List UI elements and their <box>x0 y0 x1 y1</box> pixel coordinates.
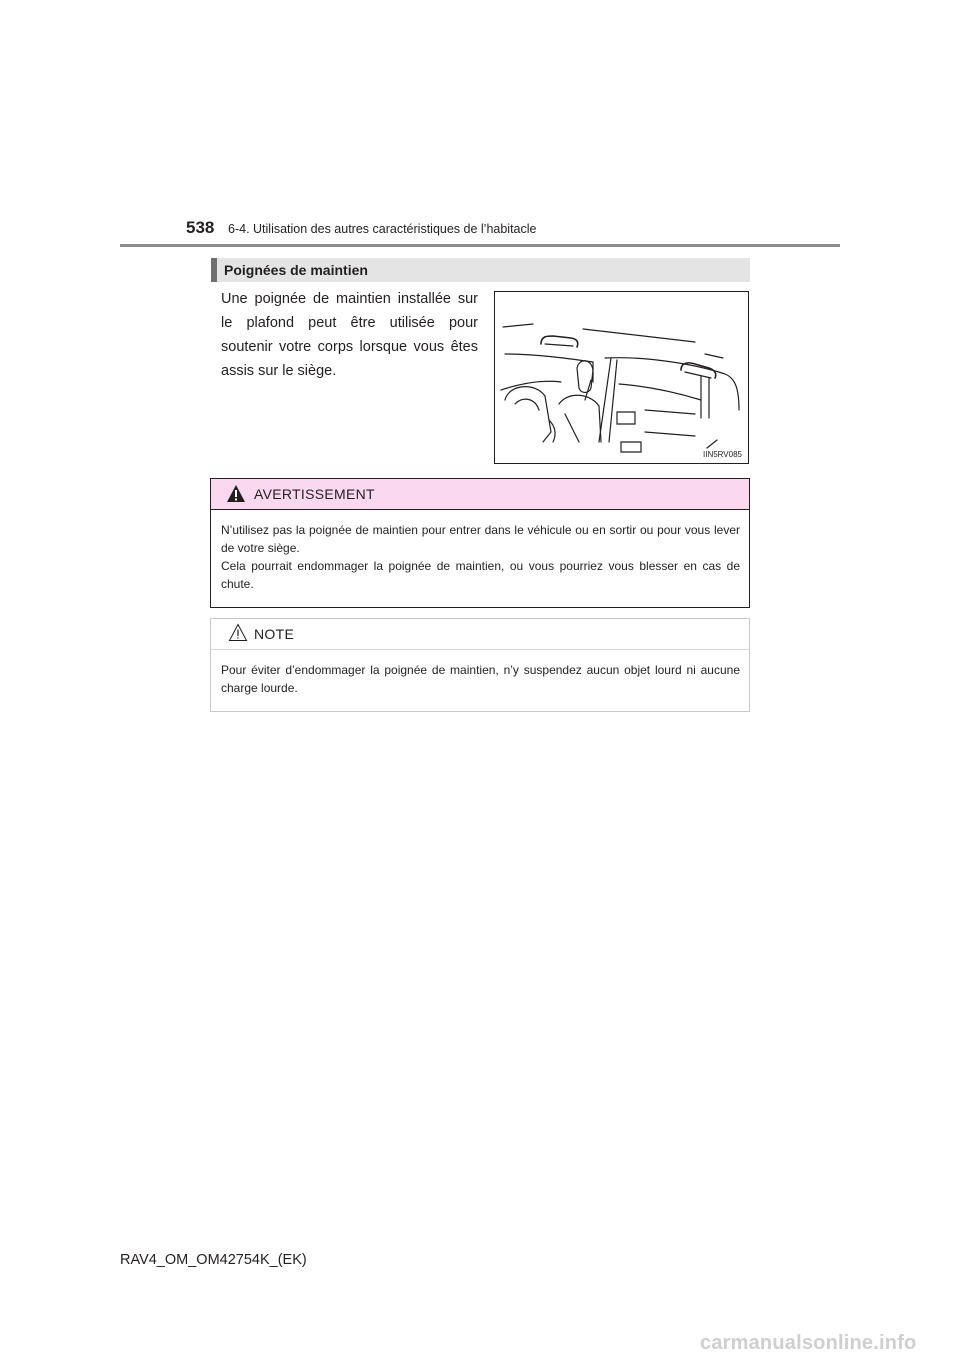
heading-accent <box>211 258 217 282</box>
warning-text <box>221 521 740 593</box>
warning-line-2: Cela pourrait endommager la poignée de maintien, ou vous pourriez vous blesser en cas de chute. <box>221 559 740 591</box>
subsection-heading <box>211 258 750 282</box>
footer-document-code: RAV4_OM_OM42754K_(EK) <box>120 1252 307 1268</box>
note-text: Pour éviter d’endommager la poignée de maintien, n’y suspendez aucun objet lourd ni aucune charge lourde. <box>221 663 740 695</box>
warning-box <box>210 478 750 608</box>
caution-triangle-icon <box>228 623 248 647</box>
warning-label: AVERTISSEMENT <box>254 486 375 502</box>
assist-grip-illustration <box>494 291 749 464</box>
warning-triangle-icon <box>226 484 246 508</box>
warning-header <box>211 479 749 510</box>
interior-drawing <box>495 292 748 463</box>
body-paragraph: Une poignée de maintien installée sur le plafond peut être utilisée pour soutenir votre corps lorsque vous êtes assis sur le siège. <box>221 291 478 379</box>
note-label: NOTE <box>254 626 295 642</box>
header-divider <box>120 244 840 247</box>
note-box <box>210 618 750 712</box>
note-header <box>211 619 749 650</box>
page-number: 538 <box>186 218 215 237</box>
watermark: carmanualsonline.info <box>700 1332 917 1354</box>
subsection-title: Poignées de maintien <box>224 262 368 278</box>
section-title: 6-4. Utilisation des autres caractéristiques de l’habitacle <box>228 222 537 236</box>
figure-code: IIN5RV085 <box>703 450 742 459</box>
warning-line-1: N’utilisez pas la poignée de maintien pour entrer dans le véhicule ou en sortir ou pour vous lever de votre siège. <box>221 523 740 555</box>
